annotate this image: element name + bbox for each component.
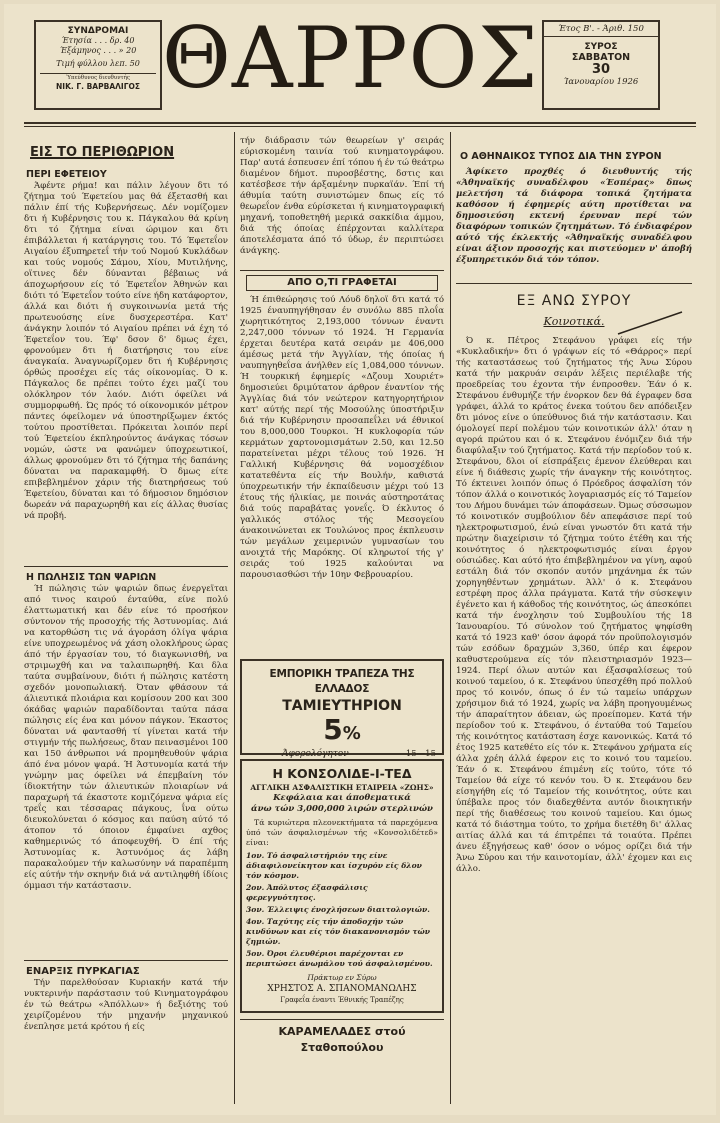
article-title-pyrkagia: ΕΝΑΡΞΙΣ ΠΥΡΚΑΓΙΑΣ bbox=[26, 966, 140, 977]
insurance-point: 1ον. Τό άσφαλιστήριόν της είνε άδιαφιλονείκητον και ίσχυρόν είς δλον τόν κόσμον. bbox=[246, 851, 422, 880]
director-name: ΝΙΚ. Γ. ΒΑΡΒΑΛΙΓΟΣ bbox=[56, 82, 140, 91]
percent-sign: % bbox=[342, 723, 361, 744]
article-body-efeteio bbox=[24, 181, 228, 561]
director-label: Ύπεύθυνος διευθυντής bbox=[66, 75, 130, 81]
column-divider bbox=[450, 132, 451, 1104]
newspaper-title: ΘΑΡΡΟΣ bbox=[162, 9, 539, 107]
insurance-intro: Τά κυριώτερα πλεονεκτήματα τά παρεχόμενα ύπό τών άσφαλισμένων τής «Κονσολιδέτεδ» είναι: bbox=[246, 818, 438, 847]
article-title-efeteio: ΠΕΡΙ ΕΦΕΤΕΙΟΥ bbox=[26, 169, 107, 180]
tax-free-label: Άφορολόγητον bbox=[282, 749, 349, 759]
insurance-point: 4ον. Ταχύτης είς τήν άποδοχήν τών κινδύνων και είς τόν διακανονισμόν τών ζημιών. bbox=[246, 917, 431, 946]
bank-name: ΕΜΠΟΡΙΚΗ ΤΡΑΠΕΖΑ ΤΗΣ ΕΛΛΑΔΟΣ bbox=[269, 668, 415, 695]
article-continuation bbox=[240, 136, 444, 264]
candy-advertisement: ΚΑΡΑΜΕΛΑΔΕΣ στού Σταθοπούλου bbox=[240, 1019, 444, 1056]
subscription-half: Έξάμηνος . . . » 20 bbox=[59, 46, 137, 55]
article-body-typos bbox=[456, 167, 692, 271]
article-title-ano-syros: ΕΞ ΑΝΩ ΣΥΡΟΥ bbox=[516, 293, 632, 309]
issue-city: ΣΥΡΟΣ bbox=[584, 42, 618, 52]
article-paragraph: Ή έπιθεώρησις τού Λόυδ δηλοΐ δτι κατά τό 1925 έναυπηγήθησαν έν συνόλω 885 πλοΐα χωρητικότητος 2,193,000 τόννων έναντι 2,247,000 τόννων τό 1924. Ή Γερμανία έρχεται δευτέρα κατά σειράν με 406,000 άμέσως μετά τήν Άγγλίαν, τής όποίας ή ναυπηγηθεΐσα άνήλθεν είς 1,084,000 τόννων. Ή τουρκική έφημερίς «Δζουμ Χουριέτ» δημοσιεύει δριμύτατον άρθρον έναντίον τής Άγγλίας διά τόν νεώτερον κατηγορητήριον κατ' αύτής περί τής Μοσούλης ύποστήριξιν διά τήν Κυβέρνησιν προσαπεΐλει νά έθνικοί του 8,000,000 Τουρκοι. Ή κυκλοφορία τών κερμάτων χαρτονομισμάτων 2.50, και 12.50 παρατείνεται μέχρι τέλους τού 1926. Ή Γαλλική Κυβέρνησις θά νομοσχέδιον κατατεθέντα είς τήν Βουλήν, καθιστά ύποχρεωτικήν τήν έκπαίδευσιν μέχρι τού 13 έτους τής ήλικίας, με ποινάς αύστηροτάτας διά τούς παραβάτας γονεΐς. Ό έκλυτος ό γαλλικός στόλος τής Μεσογείου άνακοινώνεται εκ Τουλώνος προς έκπλευσιν τών μεγάλων χειμερινών γυμνασίων του ανοιχτά τής Μαρόκης. Οί κληρωτοί τής γ' σειράς τού 1925 καλούνται να παρουσιασθώσι τήν 10ην Φεβρουαρίου. bbox=[240, 295, 444, 580]
article-paragraph: Τήν παρελθούσαν Κυριακήν κατά τήν νυκτερινήν παράστασιν τού Κινηματογράφου έν τώ θεάτρω «Άπόλλων» ή δεξιότης τού χειρίζομένου τήν μηχανήν μηχανικού ένεπλησε μετά κρότου ή είς bbox=[24, 978, 228, 1032]
issue-date-number: 30 bbox=[591, 62, 611, 77]
article-title-psaria: Η ΠΩΛΗΣΙΣ ΤΩΝ ΨΑΡΙΩΝ bbox=[26, 572, 157, 583]
capital-amount: άνω τών 3,000,000 λιρών στερλινών bbox=[251, 804, 433, 814]
insurance-title: Η ΚΟΝΣΟΛΙΔΕ-Ι-ΤΕΔ bbox=[272, 766, 412, 781]
section-title-grafetai: ΑΠΟ Ο,ΤΙ ΓΡΑΦΕΤΑΙ bbox=[246, 275, 438, 291]
section-title-periorio: ΕΙΣ ΤΟ ΠΕΡΙΘΩΡΙΟΝ bbox=[30, 145, 175, 160]
issue-month-year: Ίανουαρίου 1926 bbox=[563, 77, 639, 87]
agent-address: Γραφεΐα έναντι Έθνικής Τραπέζης bbox=[280, 996, 404, 1004]
article-title-typos: Ο ΑΘΗΝΑΙΚΟΣ ΤΥΠΟΣ ΔΙΑ ΤΗΝ ΣΥΡΟΝ bbox=[460, 151, 662, 162]
article-paragraph: Ό κ. Πέτρος Στεφάνου γράφει είς τήν «Κυκλαδικήν» δτι ό γράψων είς τό «Θάρρος» περί τής καταστάσεως τού ζητήματος τής Άνω Σύρου κατά τήν μακρυάν σειράν λέξεις περιέλαβε τής προεδρείας του έχοντα τήν ένπροσθεν. Έάν ό κ. Στεφάνου ένθυμήζε τήν ένορκον δεν θά έγραφεν δσα γράφει, άλλά το κράτος ένεκα τούτου δεν απόδειξεν δτι μόνος είνε ο ύπεύθυνος διά τήν κατάστασιν. Και όμολογεί περί πολέμου τών κοινοτικών άλλ' όταν η αγορά πρώτου και ό κ. Στεφάνου ένόμιζεν διά τήν διαφύλαξιν τού ζητήματος. Κατά τήν περίοδον τού κ. Στεφάνου, δλοι οί είσπράξεις έμενον έλεύθεραι και είνε ή διάθεσις χωρίς τήν άναγκην τής κοινότητος. Τό έκτεινει λοιπόν όπως ό Πρόεδρος άσφαλίση τόν τόπον άλλά ο κοινοτικός λογαριασμός είς τό Ταμείον του Δήμου δυνάμει τών άποφάσεων. Όμως σύσσωμον τό κοινοτικόν συμβούλιον δέν απεφάσισε περί τού ηλεκτροφωτισμού, ένώ είναι γνωστόν δτι κατά τήν πρώτην διαχείρισιν τό ζήτημα τούτο έτέθη και τής κοινότητος ό ηλεκτροφωτισμός είναι έργον ούσιώδες. Και αύτό ήτο έπιβεβλημένον να γίνη, αφού εστάλη διά τόν σκοπόν αυτόν μηχάνημα έκ τών χορηγηθέντων χρημάτων. Άλλ' ό κ. Στεφάνου εστρέφη προς άλλα πράγματα. Κατά τήν σύσκεψιν έγένετο και ή κάθοδος τής κοινότητος, ώς άπεσκόπει κατά τήν ένοχλησιν τού Συμβουλίου τής 18 Ίανουαρίου. Τό σύνολον τού ζητήματος ψηφίσθη κατά τό 1923 καθ' όσον άφορά τόν προϋπολογισμόν τών εσόδων δραχμών 3,360, ύπέρ και έφερον καθυστερούμενα είς τόν πλειστηριασμόν 1923—1924. Περί όλων αυτών και έξασφαλίσεως τού κοινού ταμείου, ό κ. Στεφάνου ύπεσχέθη πρό πολλού προς τό κοινόν, όπως ό έν τώ ταμείω υπάρχων χρήσιμον διά τό 1924, χωρίς να λάβη προηγουμένως τήν άπαραίτητον άδειαν, ώς προείπομεν. Κατά τήν περίοδον τού κ. Στεφάνου, ό ένταύθα τού Ταμείου τής κοινότητος κατάσταση έσχε κανονικώς. Κατά τό έτος 1925 κατεθέτο είς τόν κ. Στεφάνου χρήματα είς άλλα χρέη άλλά έφερον εις το κοινό του ταμείου. Έάν ό κ. Στεφάνου έπιμένη είς τούτο, τότε τό Ταμείον θά είχε τό κενόν του. Ό κ. Στεφάνου δεν είσηγήθη είς τό Ταμείον τής κοινότητος, ούτε και ύπέβαλε προς τόν διαδεχθέντα αυτόν διοικητικήν περί τής διαθέσεως του κοινού ταμείου. Και όμως κατά τό διάστημα τούτο, το χρήμα διετέθη δι' άλλας αιτίας άλλά και τά έπιτρέπει τά τοιαύτα. Πρέπει άνευ έξηγήσεως καθ' όσον ο νόμος ορίζει διά τήν Άνω Σύρου και τήν καινοτομίαν, άλλ' έχομεν και εις άλλο. bbox=[456, 336, 692, 874]
subscription-yearly: Έτησία . . . δρ. 40 bbox=[61, 36, 135, 45]
masthead-rule-thin bbox=[24, 126, 696, 127]
insurance-subtitle: ΑΓΓΛΙΚΗ ΑΣΦΑΛΙΣΤΙΚΗ ΕΤΑΙΡΕΙΑ «ΖΩΗΣ» bbox=[250, 783, 434, 792]
insurance-point: 5ον. Όροι έλευθέριοι παρέχονται εν περιπτώσει άνωμάλου τού άσφαλισμένου. bbox=[246, 949, 433, 968]
agent-name: ΧΡΗΣΤΟΣ Α. ΣΠΑΝΟΜΑΝΩΛΗΣ bbox=[267, 984, 417, 994]
subscription-heading: ΣΥΝΔΡΟΜΑΙ bbox=[67, 26, 129, 36]
agent-label: Πράκτωρ εν Σύρω bbox=[307, 973, 377, 982]
pen-stroke-mark bbox=[616, 310, 686, 336]
column-3 bbox=[456, 136, 692, 1104]
subscription-box bbox=[34, 20, 162, 110]
column-divider bbox=[234, 132, 235, 1104]
capital-label: Κεφάλαια και άποθεματικά bbox=[273, 793, 411, 803]
issue-year-number: Έτος Β'. - Άριθ. 150 bbox=[544, 22, 658, 37]
ad-code: 15—15 bbox=[405, 749, 436, 759]
issue-day: ΣΑΒΒΑΤΟΝ bbox=[571, 52, 631, 63]
insurance-point: 3ον. Έλλειψις ένοχλήσεων διαιτολογιών. bbox=[246, 905, 430, 914]
article-body-ano-syros bbox=[456, 336, 692, 1030]
article-paragraph: τήν διάδρασιν τών θεωρείων γ' σειράς εύρισκομένη ταινία τού κινηματογράφου. Παρ' αυτά έσπευσεν έπί τόπου ή έν τώ θεάτρω διαμένον δήμοτ. πυροσβέστης, δστις και κατέσβεσε τήν άρξαμένην πυρκαϊάν. Έπί τή άθυμία ταύτη συνιστώμεν δπως είς τό θεωρεΐον ένθα εύρίσκεται ή κινηματογραφική μηχανή, τοποθετηθή μερικά σακκίδια άμμου, διά τής όποίας έπέρχονται καλλίτερα άποτελέσματα άπό τό ύδωρ, έν περιπτώσει άνάγκης. bbox=[240, 136, 444, 256]
insurance-point: 2ον. Άπόλυτος έξασφάλισις φερεγγυότητος. bbox=[246, 883, 368, 902]
issue-price: Τιμή φύλλου λεπ. 50 bbox=[56, 59, 140, 68]
insurance-advertisement bbox=[240, 759, 444, 1013]
masthead-rule bbox=[24, 122, 696, 124]
article-paragraph: Ή πώλησις τών ψαριών δπως ένεργεΐται από τινος καιρού ένταύθα, είνε πολύ έλαττωματική και δέν είνε τό προσήκον σύντονον τής προσοχής τής Άστυνομίας. Διά να κατορθώση τις νά άγοράση όλίγα ψάρια είνε υποχρεωμένος νά χάση ολοκλήρους ώρας άπό τήν έργασίαν του, τό διαγκωνισθή, να στριμωχθή και να ταλαιπωρηθή. Και δλα ταύτα συμβαίνουν, διότι ή πώλησις κατέστη σχεδόν μονοπωλιακή. Όταν φθάσουν τά άλιευτικά πλοιάρια και κομίσουν 200 και 300 όκάδας ψαριών παραδίδονται ταύτα πάσα πώλησις είς ένα και μόνον πάγκον. Έκαστος δύναται νά φαντασθή τί γίνεται κατά τήν στιγμήν τής πωλήσεως, δταν πεινασμένοι 100 και 150 άνθρωποι νά προμηθευθούν ψάρια άπό ένα μόνον ψαρά. Ή Άστυνομία κατά τήν γνώμην μας όφείλει νά έπεμβαίνη τόν ίδιοκτήτην τών άλιευτικών πλοιαρίων νά παραχωρή τά έκαστοτε κομιζόμενα ψάρια είς τρεΐς και τέσσαρας πάγκους, ΐνα ούτω διευκολύνεται ό κόσμος και παύση αύτό τό άτοπον τό όποιον έμφαίνει αχθος καθημερινώς τό άποφευχθή. Ό έπί τής Άστυνομίας κ. Άστυνόμος άς λάβη παρακαλούμεν τήν καλωσύνην νά παραπέμπη είς αύτήν τήν σκηνήν διά νά αντιληφθή ίδίοις όμμασι τήν κατάστασιν. bbox=[24, 584, 228, 891]
section-body-grafetai bbox=[240, 295, 444, 653]
newspaper-page bbox=[4, 4, 716, 1115]
issue-box bbox=[542, 20, 660, 110]
article-body-pyrkagia bbox=[24, 978, 228, 1068]
column-2 bbox=[240, 136, 444, 1104]
article-paragraph: Άφίκετο προχθές ό διευθυντής τής «Άθηναϊκής συναδέλφου «Έσπέρας» δπως μελετήση τά διάφορα τοπικά ζητήματα καθόσον ή έφημερίς αύτη προτίθεται να δημοσιεύση εκτενή έρευναν περί τών διαφόρων τοπικών ζητημάτων. Τό ένδιαφέρον αύτό τής έκλεκτής «Άθηναϊκής συναδέλφου είναι άξιον προσοχής και πιστεύομεν ν' άποβή έξυπηρετικόν διά τόν τόπον. bbox=[456, 167, 692, 265]
interest-rate: 5 bbox=[323, 713, 343, 746]
bank-advertisement bbox=[240, 659, 444, 759]
article-body-psaria bbox=[24, 584, 228, 952]
savings-label: ΤΑΜΙΕΥΤΗΡΙΟΝ bbox=[282, 698, 402, 714]
article-paragraph: Άφέντε ρήμα! και πάλιν λέγουν δτι τό ζήτημα τού Έφετείου μας θά έξετασθή και πάλιν έπί τής Κυβερνήσεως. Δέν νομίζομεν δτι ή Κυβέρνησις του κ. Πάγκαλου θά κρίνη δτι τό ζήτημα είναι ώριμον και δτι έπιβάλλεται ή κατάργησις του. Τό Έφετεΐον Αιγαίου έξυπηρετεΐ τήν τού Νομού Κυκλάδων και τούς νομούς Σάμου, Χίου, Μυτιλήνης, οϊτινες δέν δύνανται βέβαιως νά άποχωρήσουν είς τό Έφετεΐον Άθηνών και διότι τό Έφετεΐον τούτο είνε ήδη κατάφορτον, άλλά και διότι ή συγκοινωνία μετά τής πρωτευούσης είνε δυσχερεστέρα. Κατ' άνάγκην λοιπόν τό Αιγαίου πρέπει νά έχη τό Έφετεΐον του. Έφ' δσον δ' δμως έχει, φρονούμεν δτι ή διατήρησις του είνε άναγκαία. Άναγνωρίζομεν δτι ή Κυβέρνησις όρθώς προσέχει είς τάς οίκονομίας. Ό κ. Πάγκαλος δε πρέπει τούτο έχει μαζί του ολόκληρον τόν λαόν. Διότι όφείλει νά συμμορφωθή. Ώς πρός τό οίκονομικόν μέτρον πάντες όφείλομεν νά ύποστηρίξωμεν έκτός τούτου προστίθεται. Πρόκειται λοιπόν περί τού Έφετείου έκπληρούντος άνάγκας τόσων νομών, ώστε να φανώμεν ύποχρεωτικοί, άλλως φρονούμεν δτι τό ζήτημα τής δαπάνης δύναται να παρακαμφθή. Ό δμως είτε επιβεβλημένον χάριν τής διατηρήσεως τού Έφετείου, δύναται και τό δήμοσιον δημόσιον δωρεάν νά παραχωρηθή και είς άλλας θυσίας νά προβή. bbox=[24, 181, 228, 521]
article-subtitle-koinotika: Κοινοτικά. bbox=[543, 315, 605, 328]
column-1 bbox=[24, 136, 228, 1104]
